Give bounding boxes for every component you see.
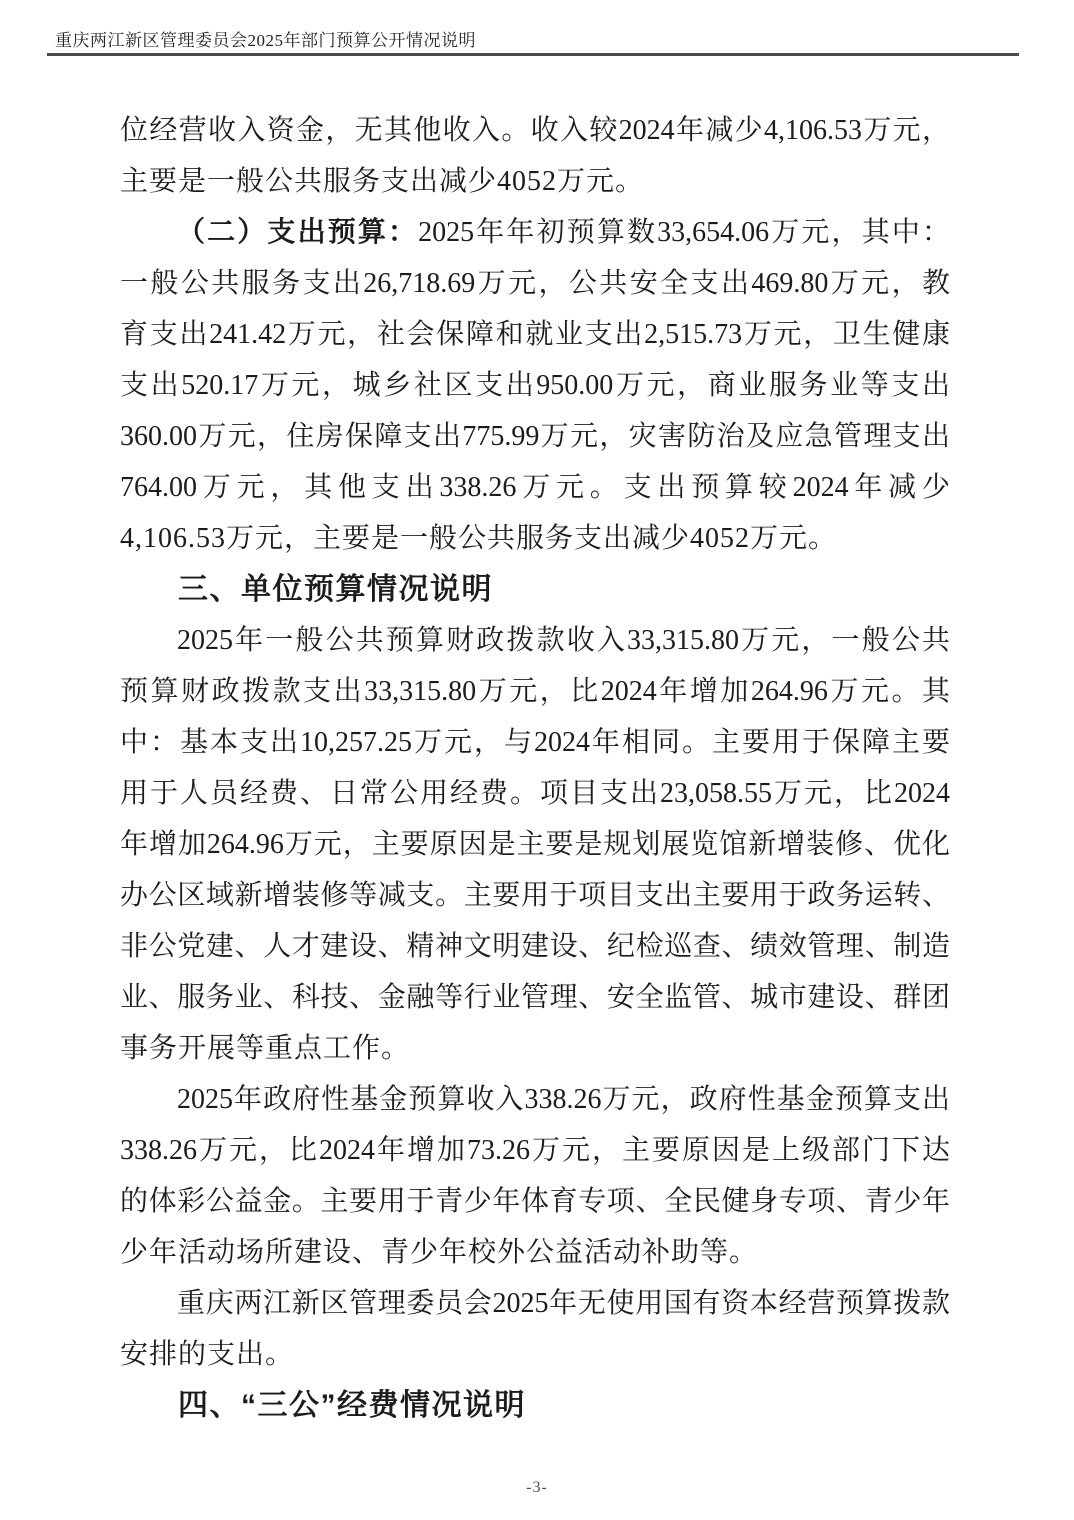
text-line: 年增加264.96万元，主要原因是主要是规划展览馆新增装修、优化 — [120, 829, 950, 860]
text-line: 764.00万元，其他支出338.26万元。支出预算较2024年减少 — [120, 472, 950, 503]
text-line: 主要是一般公共服务支出减少4052万元。 — [120, 166, 645, 197]
text-line: 重庆两江新区管理委员会2025年无使用国有资本经营预算拨款 — [177, 1288, 950, 1319]
text-line: 的体彩公益金。主要用于青少年体育专项、全民健身专项、青少年 — [120, 1186, 950, 1217]
header-title: 重庆两江新区管理委员会2025年部门预算公开情况说明 — [55, 31, 476, 50]
section-heading: 三、单位预算情况说明 — [178, 573, 493, 606]
text-line: 非公党建、人才建设、精神文明建设、纪检巡查、绩效管理、制造 — [120, 931, 950, 962]
text-line: 事务开展等重点工作。 — [120, 1033, 411, 1064]
page-header — [55, 26, 476, 51]
text-line: 办公区域新增装修等减支。主要用于项目支出主要用于政务运转、 — [120, 880, 950, 911]
text-line: 中：基本支出10,257.25万元，与2024年相同。主要用于保障主要 — [120, 727, 950, 758]
text-line: 2025年政府性基金预算收入338.26万元，政府性基金预算支出 — [177, 1084, 950, 1115]
text-line: 2025年一般公共预算财政拨款收入33,315.80万元，一般公共 — [177, 625, 950, 656]
text-line: 业、服务业、科技、金融等行业管理、安全监管、城市建设、群团 — [120, 982, 950, 1013]
document-body — [120, 105, 950, 1431]
text-line: 一般公共服务支出26,718.69万元，公共安全支出469.80万元，教 — [120, 268, 950, 299]
text-line: 用于人员经费、日常公用经费。项目支出23,058.55万元，比2024 — [120, 778, 950, 809]
section-heading: 四、“三公”经费情况说明 — [178, 1389, 526, 1422]
text-line — [120, 207, 950, 258]
text-line: 338.26万元，比2024年增加73.26万元，主要原因是上级部门下达 — [120, 1135, 950, 1166]
header-rule — [47, 53, 1019, 56]
text-run: 2025年年初预算数33,654.06万元，其中： — [418, 217, 950, 248]
text-line: 360.00万元，住房保障支出775.99万元，灾害防治及应急管理支出 — [120, 421, 950, 452]
text-line: 预算财政拨款支出33,315.80万元，比2024年增加264.96万元。其 — [120, 676, 950, 707]
text-line: 少年活动场所建设、青少年校外公益活动补助等。 — [120, 1237, 759, 1268]
text-line: 支出520.17万元，城乡社区支出950.00万元，商业服务业等支出 — [120, 370, 950, 401]
text-line: 位经营收入资金，无其他收入。收入较2024年减少4,106.53万元， — [120, 115, 950, 146]
page-number: -3- — [526, 1479, 548, 1496]
text-line: 4,106.53万元，主要是一般公共服务支出减少4052万元。 — [120, 523, 838, 554]
text-line: 育支出241.42万元，社会保障和就业支出2,515.73万元，卫生健康 — [120, 319, 950, 350]
page-footer — [0, 1479, 1074, 1497]
bold-text-run: （二）支出预算： — [177, 217, 419, 248]
text-line: 安排的支出。 — [120, 1339, 295, 1370]
